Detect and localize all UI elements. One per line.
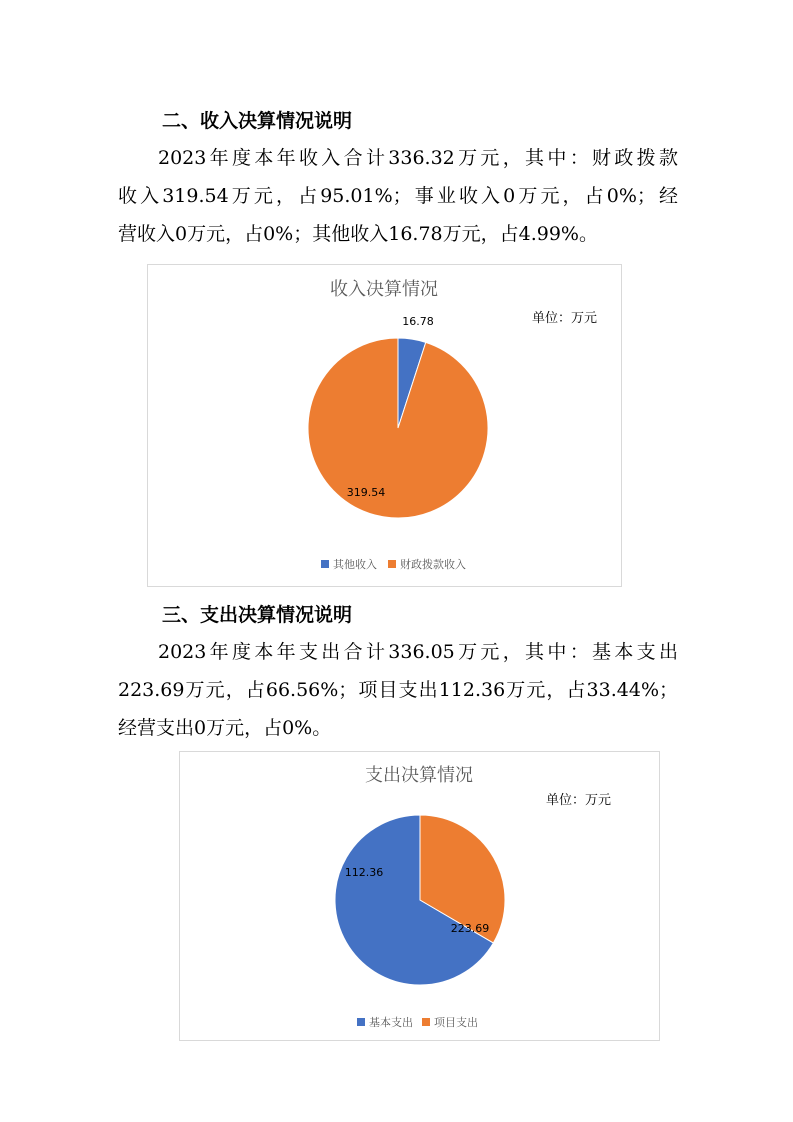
expense-chart-unit: 单位：万元 [546,793,612,808]
legend-label-project-expense: 项目支出 [434,1016,478,1029]
legend-label-fiscal-income: 财政拨款收入 [400,558,466,571]
income-pie [308,315,488,518]
section3-line-1: 2023年度本年支出合计336.05万元，其中：基本支出 [158,641,678,663]
income-chart-title: 收入决算情况 [330,279,438,300]
expense-pie [335,815,505,985]
legend-label-basic-expense: 基本支出 [369,1016,413,1029]
section2-line-3: 营收入0万元，占0%；其他收入16.78万元，占4.99%。 [118,223,598,245]
income-chart [147,264,622,587]
legend-swatch-basic-expense [357,1018,365,1026]
data-label-project-expense: 112.36 [344,866,384,879]
section3-line-3: 经营支出0万元，占0%。 [118,717,332,739]
section3-paragraph [118,633,678,747]
section3-heading: 三、支出决算情况说明 [162,604,353,626]
legend-swatch-fiscal-income [388,560,396,568]
section2-heading: 二、收入决算情况说明 [162,110,353,132]
data-label-other-income: 16.78 [402,315,434,328]
income-chart-svg [148,265,621,586]
section3-line-2: 223.69万元，占66.56%；项目支出112.36万元，占33.44%； [118,679,678,701]
section2-line-1: 2023年度本年收入合计336.32万元，其中：财政拨款 [158,147,678,169]
income-legend [321,557,466,571]
expense-chart [179,751,660,1041]
data-label-fiscal-income: 319.54 [346,486,386,499]
income-chart-unit: 单位：万元 [532,311,598,326]
pie-slice-fiscal-income [308,338,488,518]
section2-line-2: 收入319.54万元，占95.01%；事业收入0万元，占0%；经 [118,185,678,207]
section2-paragraph [118,139,678,253]
expense-legend [357,1015,478,1029]
expense-chart-title: 支出决算情况 [365,765,473,786]
data-label-basic-expense: 223.69 [450,922,490,935]
legend-swatch-project-expense [422,1018,430,1026]
legend-swatch-other-income [321,560,329,568]
legend-label-other-income: 其他收入 [333,558,377,571]
expense-chart-svg [180,752,659,1040]
